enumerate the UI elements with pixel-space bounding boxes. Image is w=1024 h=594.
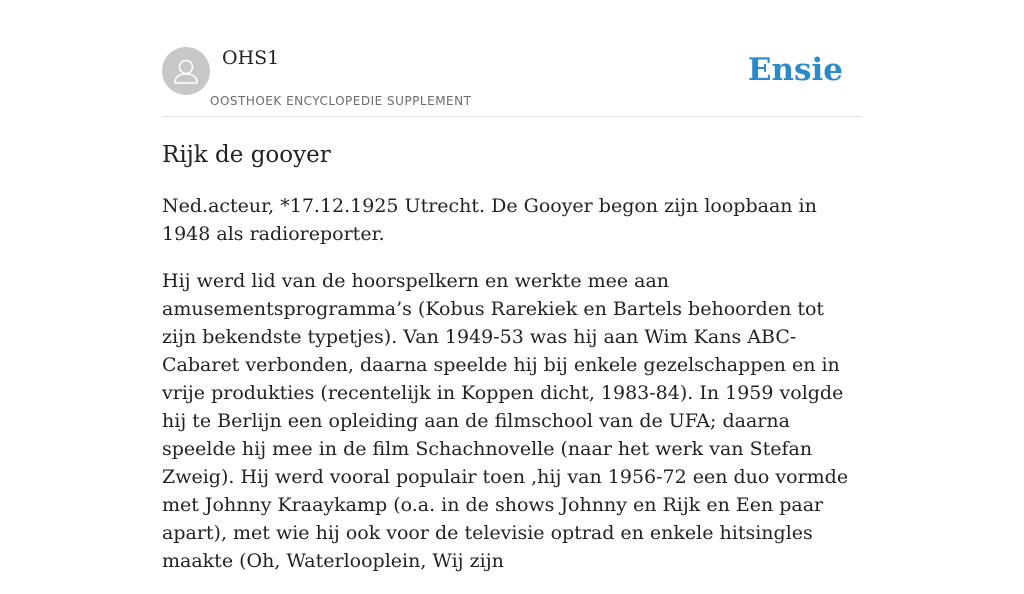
article-title: Rijk de gooyer	[162, 142, 331, 168]
article-body	[162, 192, 862, 594]
author-name[interactable]: OHS1	[222, 47, 280, 69]
paragraph: Hij werd lid van de hoorspelkern en werkte mee aan amusementsprogramma’s (Kobus Rarekiek en Bartels behoorden tot zijn bekendste typetjes). Van 1949-53 was hij aan Wim Kans ABC-Cabaret verbonden, daarna speelde hij bij enkele gezelschappen en in vrije produkties (recentelijk in Koppen dicht, 1983-84). In 1959 volgde hij te Berlijn een opleiding aan de filmschool van de UFA; daarna speelde hij mee in de film Schachnovelle (naar het werk van Stefan Zweig). Hij werd vooral populair toen ,hij van 1956-72 een duo vormde met Johnny Kraaykamp (o.a. in de shows Johnny en Rijk en Een paar apart), met wie hij ook voor de televisie optrad en enkele hitsingles maakte (Oh, Waterlooplein, Wij zijn	[162, 270, 849, 572]
brand-logo[interactable]: Ensie	[747, 52, 843, 88]
user-icon	[162, 47, 210, 95]
article-header	[162, 46, 862, 117]
avatar[interactable]	[162, 47, 210, 95]
source-label[interactable]: OOSTHOEK ENCYCLOPEDIE SUPPLEMENT	[210, 94, 472, 108]
paragraph: Ned.acteur, *17.12.1925 Utrecht. De Gooyer begon zijn loopbaan in 1948 als radioreporter.	[162, 195, 817, 245]
